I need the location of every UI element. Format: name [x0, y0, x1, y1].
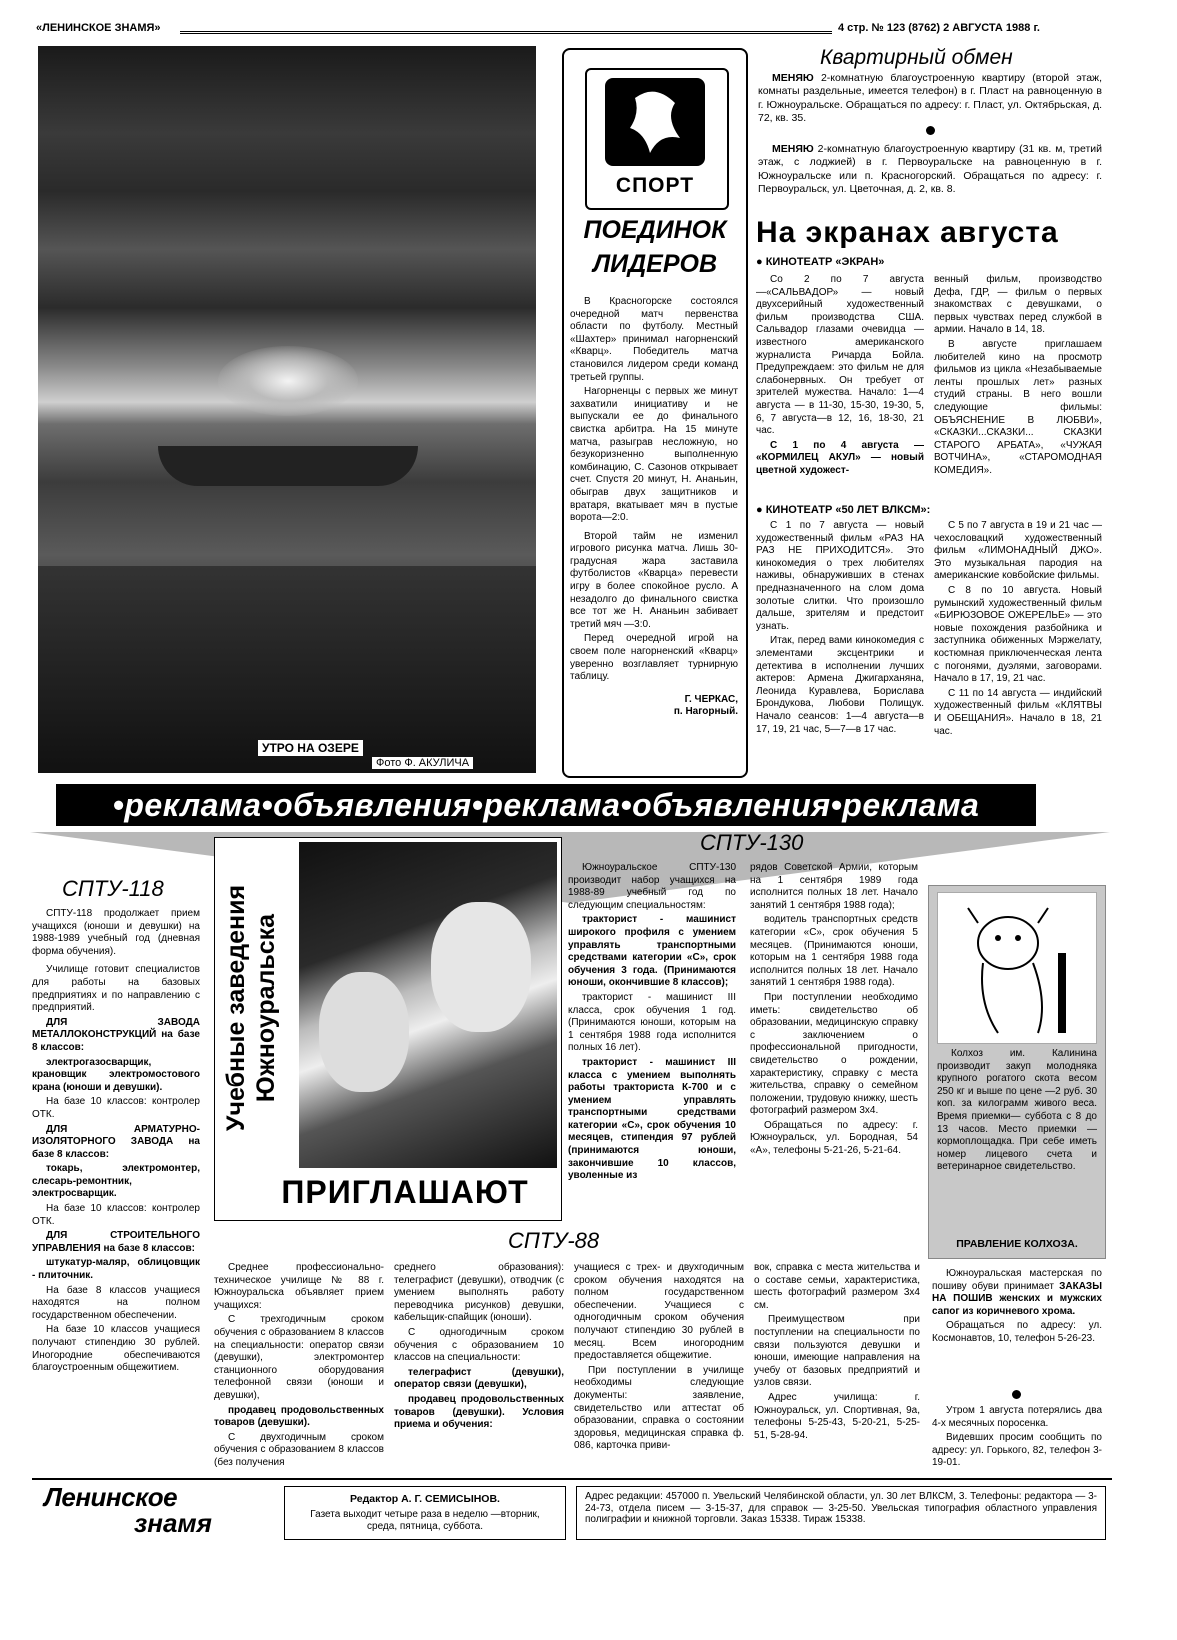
sptu118-p7: токарь, электромонтер, слесарь-ремонтник, электросварщик.	[32, 1163, 200, 1200]
sptu118-p11: На базе 8 классов учащиеся находятся на полном государственном обеспечении.	[32, 1284, 200, 1321]
schools-vertical-line1: Учебные заведения	[222, 884, 250, 1132]
sptu118-p12: На базе 10 классов учащиеся получают стипендию 30 рублей. Иногородние обеспечиваются благоустроенным общежитием.	[32, 1324, 200, 1374]
sport-p1: В Красногорске состоялся очередной матч первенства области по футболу. Местный «Шахтер» принимал нагорненский «Кварц». Победитель матча становился лидером среди команд третьей группы.	[570, 296, 738, 383]
sptu130-title: СПТУ-130	[700, 830, 804, 855]
exchange-ad-1	[758, 72, 1102, 128]
advert-banner	[56, 784, 1036, 826]
kolkhoz-text: Колхоз им. Калинина производит закуп молодняка крупного рогатого скота весом 250 кг и выше по цене —2 руб. 30 коп. за килограмм живого веса. Время приемки— суббота с 8 до 13 часов. Место приемки — кормоплощадка. При себе иметь номер лицевого счета и ветеринарное свидетельство.	[937, 1048, 1097, 1173]
sptu88-seller: продавец продовольственных товаров (девушки).	[214, 1404, 384, 1429]
sptu88-stipend: учащиеся с трех- и двухгодичным сроком обучения находятся на полном государственном обеспечении. Учащиеся с одногодичным сроком обучения получают стипендию 30 рублей в месяц. Всем иногородним предоставляется общежитие.	[574, 1262, 744, 1362]
sptu130-army: рядов Советской Армии, которым на 1 сентября 1989 года исполнится полных 18 лет. Начало занятий 1 сентября 1988 года);	[750, 862, 918, 911]
vlksm-klyatvy: С 11 по 14 августа — индийский художественный фильм «КЛЯТВЫ И ОБЕЩАНИЯ». Начало в 18, 21 час.	[934, 687, 1102, 737]
sptu118-p9: ДЛЯ СТРОИТЕЛЬНОГО УПРАВЛЕНИЯ на базе 8 классов:	[32, 1230, 200, 1254]
cinema-vlksm-col-2	[934, 520, 1102, 740]
lost-text: Утром 1 августа потерялись два 4-х месячных поросенка.	[932, 1405, 1102, 1429]
cinema-ekran-col-2	[934, 274, 1102, 480]
sport-article	[562, 48, 748, 778]
sptu88-priority: Преимуществом при поступлении на специальности по связи пользуются девушки и юноши, имеющие направления на учебу от базовых предприятий и узлов связи.	[754, 1314, 920, 1389]
shoes-address: Обращаться по адресу: ул. Космонавтов, 10, телефон 5-26-23.	[932, 1320, 1102, 1344]
header-rule	[180, 31, 832, 34]
sptu130-col-2	[750, 862, 918, 1160]
schools-photo-frame	[214, 837, 562, 1221]
sptu130-driver: водитель транспортных средств категории «С», срок обучения 5 месяцев. (Принимаются юноши, которым на 1 сентября 1988 года исполнится полных 18 лет. Начало занятий 1 сентября 1988 года).	[750, 914, 918, 989]
shoes-bold: ЗАКАЗЫ НА ПОШИВ женских и мужских сапог из коричневого хрома.	[932, 1280, 1102, 1317]
sptu88-two-year-specs: среднего образования): телеграфист (девушки), отводчик (с умением выполнять работу переводчика рисунков) девушки, кабельщик-спайщик (юноши).	[394, 1262, 564, 1324]
sptu88-one-year: С одногодичным сроком обучения с образованием 10 классов на специальности:	[394, 1326, 564, 1364]
sptu118-p3: ДЛЯ ЗАВОДА МЕТАЛЛОКОНСТРУКЦИЙ на базе 8 классов:	[32, 1016, 200, 1053]
lost-contact: Видевших просим сообщить по адресу: ул. Горького, 82, телефон 3-19-01.	[932, 1432, 1102, 1469]
exchange-ad-2	[758, 143, 1102, 199]
sptu130-col-1	[568, 862, 736, 1185]
divider-dot	[1012, 1390, 1021, 1399]
sptu88-address: Адрес училища: г. Южноуральск, ул. Спортивная, 9а, телефоны 5-25-43, 5-20-21, 5-25-51, 5-28-94.	[754, 1391, 920, 1441]
footer-logo-line2: знамя	[134, 1508, 212, 1538]
footer-schedule: Газета выходит четыре раза в неделю —вторник, среда, пятница, суббота.	[310, 1509, 540, 1532]
sptu118-p6: ДЛЯ АРМАТУРНО-ИЗОЛЯТОРНОГО ЗАВОДА на базе 8 классов:	[32, 1123, 200, 1160]
sptu118-p2: Училище готовит специалистов для работы на базовых предприятиях и по направлению с предприятий.	[32, 964, 200, 1014]
vlksm-biryuzovoe: С 8 по 10 августа. Новый румынский художественный фильм «БИРЮЗОВОЕ ОЖЕРЕЛЬЕ» — это новые похождения разбойника и заступника обиженных Мэржелату, костюмная приключенческая лента с погонями, дуэлями, заговорами. Начало в 17, 19, 21 час.	[934, 584, 1102, 685]
sptu130-intro: Южноуральское СПТУ-130 производит набор учащихся на 1988-89 учебный год по следующим специальностям:	[568, 862, 736, 911]
exchange-ad-1-text: 2-комнатную благоустроенную квартиру (второй этаж, комнаты раздельные, имеется телефон) в г. Пласт на равноценную в г. Южноуральске. Обращаться по адресу: г. Пласт, ул. Октябрьская, д. 72, кв. 35.	[758, 72, 1102, 125]
photo-caption: УТРО НА ОЗЕРЕ	[258, 740, 363, 756]
sptu118-p4: электрогазосварщик, крановщик электромостового крана (юноши и девушки).	[32, 1056, 200, 1093]
sport-p3: Второй тайм не изменил игрового рисунка матча. Лишь 30-градусная жара заставила футболистов «Кварца» перевести игру в более спокойное русло. А незадолго до финального свистка все тот же Н. Ананьин забивает третий мяч —3:0.	[570, 530, 738, 630]
sptu130-docs: При поступлении необходимо иметь: свидетельство об образовании, медицинскую справку с заключением о профессиональной пригодности, свидетельство о рождении, характеристику, справку с места жительства, справку о семейном положении, трудовую книжку, шесть фотографий размером 3х4.	[750, 991, 918, 1117]
lake-photo	[38, 46, 536, 773]
footer-rule	[32, 1478, 1112, 1480]
sptu118-body	[32, 908, 200, 1377]
sptu130-spec-3: тракторист - машинист III класса с умением выполнять работы тракториста К-700 и с умением управлять транспортными средствами категории «С», срок обучения 10 месяцев, стипендия 97 рублей (принимаются юноши, закончившие 10 классов, уволенные из	[568, 1056, 736, 1182]
kolkhoz-box	[928, 885, 1106, 1259]
bullet-dot	[926, 126, 935, 135]
sptu118-p8: На базе 10 классов: контролер ОТК.	[32, 1203, 200, 1227]
footer-address-box	[576, 1486, 1106, 1540]
footer-logo-line1: Ленинское	[44, 1482, 178, 1512]
masthead-left: «ЛЕНИНСКОЕ ЗНАМЯ»	[36, 22, 161, 34]
sport-p4: Перед очередной игрой на своем поле нагорненский «Кварц» уверенно возглавляет турнирную таблицу.	[570, 633, 738, 683]
face-right	[431, 902, 531, 1032]
sptu118-title: СПТУ-118	[62, 876, 164, 901]
cinema-ekran-head-text: КИНОТЕАТР «ЭКРАН»	[765, 256, 885, 268]
sptu88-one-year-specs: телеграфист (девушки), оператор связи (девушки),	[394, 1366, 564, 1391]
sun-glow	[218, 346, 358, 416]
footer-editor: Редактор А. Г. СЕМИСЫНОВ.	[350, 1493, 500, 1505]
cow-icon	[938, 893, 1096, 1043]
sptu118-p1: СПТУ-118 продолжает прием учащихся (юноши и девушки) на 1988-1989 учебный год (дневная форма обучения).	[32, 908, 200, 957]
cow-illustration	[937, 892, 1097, 1044]
schools-vertical-title	[221, 848, 297, 1168]
ekran-defa: венный фильм, производство Дефа, ГДР, — фильм о первых знакомствах с девушками, о первых чувствах перед службой в армии. Начало в 14, 18.	[934, 274, 1102, 336]
sptu118-p10: штукатур-маляр, облицовщик - плиточник.	[32, 1257, 200, 1282]
sport-logo	[585, 68, 729, 210]
cinema-ekran-head: ● КИНОТЕАТР «ЭКРАН»	[756, 256, 885, 268]
cinema-title: На экранах августа	[756, 216, 1059, 249]
schools-vertical-line2: Южноуральска	[252, 913, 280, 1103]
sptu88-col-1	[214, 1262, 384, 1472]
sptu88-three-year: С трехгодичным сроком обучения с образованием 8 классов на специальности: оператор связи (девушки), электромонтер станционного оборудования телефонной связи (юноши и девушки),	[214, 1314, 384, 1401]
vlksm-raz-na-raz: С 1 по 7 августа — новый художественный фильм «РАЗ НА РАЗ НЕ ПРИХОДИТСЯ». Это кинокомедия о трех любителях наживы, обнаруживших в стенах предназначенного на слом дома золотые слитки. Что произошло дальше, зрителям и предстоит узнать.	[756, 520, 924, 632]
face-left	[319, 972, 409, 1092]
exchange-title: Квартирный обмен	[820, 46, 1013, 69]
shoes-ad	[932, 1268, 1102, 1348]
shoes-lead: Южноуральская мастерская по пошиву обуви принимает	[932, 1268, 1102, 1292]
lost-ad	[932, 1405, 1102, 1472]
sptu88-title: СПТУ-88	[508, 1228, 600, 1253]
boat-shape	[158, 446, 418, 486]
footer-address: Адрес редакции: 457000 п. Увельский Челябинской области, ул. 30 лет ВЛКСМ, 3. Телефоны: редактора — 3-24-73, отдела писем — 3-15-37, для справок — 3-25-50. Увельская типография областного управления полиграфии и книжной торговли. Заказ 15338. Тираж 15338.	[585, 1491, 1097, 1525]
exchange-ad-2-lead: МЕНЯЮ	[772, 143, 814, 155]
ekran-cycle: В августе приглашаем любителей кино на просмотр фильмов из цикла «Незабываемые ленты прошлых лет» разных студий страны. В него вошли следующие фильмы: ОБЪЯСНЕНИЕ В ЛЮБВИ», «СКАЗКИ...СКАЗКИ... СКАЗКИ СТАРОГО АРБАТА», «ЧУЖАЯ ВОТЧИНА», «СТАРОМОДНАЯ КОМЕДИЯ».	[934, 338, 1102, 476]
sptu88-docs-cont: вок, справка с места жительства и о составе семьи, характеристика, шесть фотографий размером 3х4 см.	[754, 1262, 920, 1311]
schools-invite: ПРИГЛАШАЮТ	[281, 1174, 529, 1210]
sptu88-col-4	[754, 1262, 920, 1444]
sport-logo-label: СПОРТ	[615, 174, 695, 197]
photo-credit: Фото Ф. АКУЛИЧА	[372, 757, 473, 769]
sptu88-docs: При поступлении в училище необходимы следующие документы: заявление, свидетельство или аттестат об образовании, справка о состоянии здоровья, медицинская справка ф. 086, карточка приви-	[574, 1364, 744, 1452]
sptu88-col-2	[394, 1262, 564, 1434]
sptu118-p5: На базе 10 классов: контролер ОТК.	[32, 1096, 200, 1120]
ekran-kormilets: С 1 по 4 августа — «КОРМИЛЕЦ АКУЛ» — новый цветной художест-	[756, 439, 924, 476]
footer-logo	[44, 1484, 274, 1538]
sptu88-intro: Среднее профессионально-техническое училище № 88 г. Южноуральска объявляет прием учащихся:	[214, 1262, 384, 1311]
sport-p2: Нагорненцы с первых же минут захватили инициативу и не выпускали ее до финального свистка арбитра. На 15 минуте матча, разыграв несложную, но безукоризненно выполненную комбинацию, С. Сазонов открывает счет. Спустя 20 минут, Н. Ананьин, обыграв двух защитников и вратаря, вкатывает мяч в пустые ворота—2:0.	[570, 386, 738, 524]
sptu130-address: Обращаться по адресу: г. Южноуральск, ул. Бородная, 54 «А», телефоны 5-21-26, 5-21-64.	[750, 1119, 918, 1157]
sptu130-spec-2: тракторист - машинист III класса, срок обучения 1 год. (Принимаются юноши, которым на 1 сентября 1988 года исполнится полных 16 лет).	[568, 991, 736, 1054]
kolkhoz-sign: ПРАВЛЕНИЕ КОЛХОЗА.	[956, 1238, 1078, 1250]
cinema-vlksm-col-1	[756, 520, 924, 738]
sport-title-1: ПОЕДИНОК	[583, 216, 727, 244]
footer-editor-box	[284, 1486, 566, 1540]
vlksm-actors: Итак, перед вами кинокомедия с элементами эксцентрики и детектива в исполнении лучших актеров: Армена Джигарханяна, Леонида Куравлева, Бориславa Брондукова, Любови Полищук. Начало сеансов: 1—4 августа—в 17, 19, 21 час, 5—7—в 17 час.	[756, 635, 924, 735]
runner-icon	[605, 78, 705, 166]
sptu88-conditions: продавец продовольственных товаров (девушки). Условия приема и обучения:	[394, 1393, 564, 1431]
sptu130-spec-1: тракторист - машинист широкого профиля с умением управлять транспортными средствами категории «С», срок обучения 3 года. (Принимаются юноши, окончившие 8 классов);	[568, 914, 736, 989]
exchange-ad-2-text: 2-комнатную благоустроенную квартиру (31 кв. м, третий этаж, с лоджией) в г. Первоуральске на равноценную в г. Южноуральске или п. Красногорский. Обращаться по адресу: г. Первоуральск, ул. Цветочная, д. 2, кв. 8.	[758, 143, 1102, 196]
sport-sign-1: Г. ЧЕРКАС,	[684, 693, 738, 705]
sptu88-two-year: С двухгодичным сроком обучения с образованием 8 классов (без получения	[214, 1431, 384, 1468]
ekran-salvador: Со 2 по 7 августа —«САЛЬВАДОР» — новый двухсерийный художественный фильм производства США. Сальвадор глазами очевидца — известного американского журналиста Ричарда Бойла. Предупреждаем: это фильм не для слабонервных. Он требует от зрителей мужества. Начало: 1—4 августа — в 11-30, 15-30, 19-30, 5, 6, 7 августа—в 12, 16, 18-30, 21 час.	[756, 274, 924, 437]
sport-body	[570, 296, 738, 719]
advert-banner-text: •реклама•объявления•реклама•объявления•реклама	[112, 786, 980, 823]
cinema-ekran-col-1	[756, 274, 924, 480]
exchange-ad-1-lead: МЕНЯЮ	[772, 72, 814, 84]
vlksm-limonad: С 5 по 7 августа в 19 и 21 час — чехословацкий художественный фильм «ЛИМОНАДНЫЙ ДЖО». Это музыкальная пародия на американские ковбойские фильмы.	[934, 520, 1102, 582]
cinema-vlksm-head-text: КИНОТЕАТР «50 ЛЕТ ВЛКСМ»:	[765, 504, 931, 516]
schools-photo	[299, 842, 557, 1168]
sptu88-col-3	[574, 1262, 744, 1455]
issue-info: 4 стр. № 123 (8762) 2 АВГУСТА 1988 г.	[838, 22, 1040, 34]
sport-title-2: ЛИДЕРОВ	[592, 250, 718, 278]
cinema-vlksm-head: ● КИНОТЕАТР «50 ЛЕТ ВЛКСМ»:	[756, 504, 931, 516]
sport-sign-2: п. Нагорный.	[673, 706, 738, 718]
